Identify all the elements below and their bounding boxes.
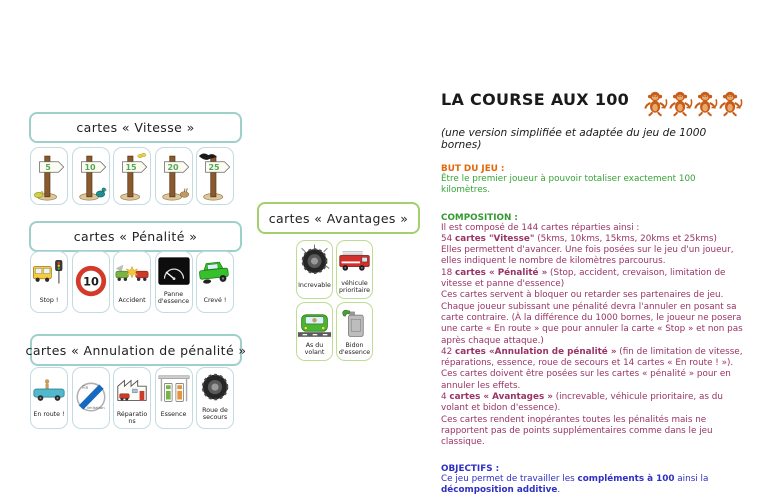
card-vitesse-15 xyxy=(113,147,151,205)
signpost-15-icon xyxy=(114,149,150,203)
hare-icon xyxy=(180,188,189,197)
fuel-can-icon xyxy=(337,305,372,341)
penalite-section-box xyxy=(29,221,242,252)
card-fin-limitation xyxy=(72,367,110,429)
avantages-card-grid xyxy=(296,240,373,361)
vitesse-card-row xyxy=(30,147,234,205)
puncture-proof-tire-icon xyxy=(297,243,332,281)
monkey-icon xyxy=(694,88,718,118)
annulation-section-box xyxy=(30,334,242,366)
avantages-section-title: cartes « Avantages » xyxy=(269,211,409,226)
sign-bottom-text: limitation xyxy=(86,405,104,410)
page-title: LA COURSE AUX 100 xyxy=(441,90,629,109)
card-stop xyxy=(30,251,68,313)
vitesse-section-title: cartes « Vitesse » xyxy=(76,120,194,135)
limit-value: 10 xyxy=(83,274,99,288)
card-essence xyxy=(155,367,193,429)
monkey-icon xyxy=(719,88,743,118)
signpost-25-icon xyxy=(197,149,233,203)
card-creve xyxy=(196,251,234,313)
card-vitesse-25 xyxy=(196,147,234,205)
penalite-section-title: cartes « Pénalité » xyxy=(74,229,198,244)
objectifs-body: Ce jeu permet de travailler les compléments à 100 ainsi la décomposition additive. xyxy=(441,474,743,496)
composition-penalite-desc: Ces cartes servent à bloquer ou retarder ses partenaires de jeu. Chaque joueur subissant une pénalité devra l'annuler en posant sa carte contraire. (À la différence du 1000 bornes, le joueur ne posera une carte « En route » que pour annuler la carte « Stop » et non pas après chaque attaque.) xyxy=(441,290,743,346)
card-label: As du volant xyxy=(298,342,332,357)
sign-top-text: Fin xyxy=(82,385,88,391)
composition-avantages-line: 4 cartes « Avantages » (increvable, véhicule prioritaire, as du volant et bidon d'essence). xyxy=(441,392,743,415)
gas-station-icon xyxy=(156,370,192,410)
card-label: Crevé ! xyxy=(198,297,232,304)
butterfly-icon xyxy=(138,153,146,158)
card-label: En route ! xyxy=(32,411,66,418)
card-reparations xyxy=(113,367,151,429)
composition-penalite-line: 18 cartes « Pénalité » (Stop, accident, crevaison, limitation de vitesse et panne d'essence) xyxy=(441,268,743,291)
vitesse-section-box xyxy=(29,112,242,143)
speed-value: 5 xyxy=(45,163,51,172)
speed-value: 25 xyxy=(208,163,220,172)
penalite-card-row xyxy=(30,251,234,313)
card-vehicule-prioritaire xyxy=(336,240,373,299)
card-label: Bidon d'essence xyxy=(338,342,372,357)
speed-value: 15 xyxy=(125,163,137,172)
car-crash-icon xyxy=(114,254,150,296)
card-limitation xyxy=(72,251,110,313)
composition-annulation-line: 42 cartes «Annulation de pénalité » (fin de limitation de vitesse, réparations, essence, roue de secours et 14 cartes « En route ! »). xyxy=(441,347,743,370)
fuel-gauge-icon xyxy=(156,254,192,290)
composition-annulation-desc: Ces cartes doivent être posées sur les cartes « pénalité » pour en annuler les effets. xyxy=(441,369,743,392)
card-increvable xyxy=(296,240,333,299)
composition-avantages-desc: Ces cartes rendent inopérantes toutes les pénalités mais ne rapportent pas de points supplémentaires comme dans le jeu classique. xyxy=(441,415,743,449)
composition-heading: COMPOSITION : xyxy=(441,213,743,223)
composition-vitesse-desc: Elles permettent d'avancer. Une fois posées sur le jeu d'un joueur, elles indiquent le nombre de kilomètres parcourus. xyxy=(441,245,743,268)
card-vitesse-5 xyxy=(30,147,68,205)
duck-icon xyxy=(96,188,107,197)
card-label: Roue de secours xyxy=(198,407,232,422)
avantages-section-box xyxy=(257,202,420,234)
card-bidon-essence xyxy=(336,302,373,361)
card-as-du-volant xyxy=(296,302,333,361)
composition-vitesse-line: 54 cartes "Vitesse" (5kms, 10kms, 15kms, 20kms et 25kms) xyxy=(441,234,743,245)
card-vitesse-20 xyxy=(155,147,193,205)
card-panne-essence xyxy=(155,251,193,313)
card-en-route xyxy=(30,367,68,429)
green-car-front-icon xyxy=(297,305,332,341)
fire-truck-icon xyxy=(337,243,372,279)
speed-limit-sign-icon xyxy=(73,260,109,304)
card-label: véhicule prioritaire xyxy=(338,280,372,295)
garage-icon xyxy=(114,370,150,410)
speed-value: 20 xyxy=(167,163,179,172)
but-du-jeu-heading: BUT DU JEU : xyxy=(441,164,743,174)
title-row xyxy=(441,90,743,118)
annulation-card-row xyxy=(30,367,234,429)
signpost-20-icon xyxy=(156,149,192,203)
card-vitesse-10 xyxy=(72,147,110,205)
card-accident xyxy=(113,251,151,313)
card-label: Accident xyxy=(115,297,149,304)
blue-car-icon xyxy=(31,370,67,410)
card-label: Increvable xyxy=(298,282,332,289)
card-label: Essence xyxy=(157,411,191,418)
monkey-icon xyxy=(644,88,668,118)
card-label: Panne d'essence xyxy=(157,291,191,306)
speed-value: 10 xyxy=(84,163,96,172)
signpost-10-icon xyxy=(73,149,109,203)
page-subtitle: (une version simplifiée et adaptée du jeu de 1000 bornes) xyxy=(441,127,743,151)
annulation-section-title: cartes « Annulation de pénalité » xyxy=(26,343,247,358)
signpost-5-icon xyxy=(31,149,67,203)
objectifs-heading: OBJECTIFS : xyxy=(441,464,743,474)
but-du-jeu-body: Être le premier joueur à pouvoir totaliser exactement 100 kilomètres. xyxy=(441,174,743,197)
composition-body xyxy=(441,223,743,449)
spare-tire-icon xyxy=(197,370,233,406)
card-roue-secours xyxy=(196,367,234,429)
card-label: Stop ! xyxy=(32,297,66,304)
end-of-limit-sign-icon xyxy=(73,376,109,420)
monkey-icons xyxy=(644,88,743,118)
monkey-icon xyxy=(669,88,693,118)
bus-traffic-light-icon xyxy=(31,254,67,296)
composition-intro: Il est composé de 144 cartes réparties ainsi : xyxy=(441,223,743,234)
card-label: Réparations xyxy=(115,411,149,426)
article-column xyxy=(441,90,743,496)
flat-tire-car-icon xyxy=(197,254,233,296)
